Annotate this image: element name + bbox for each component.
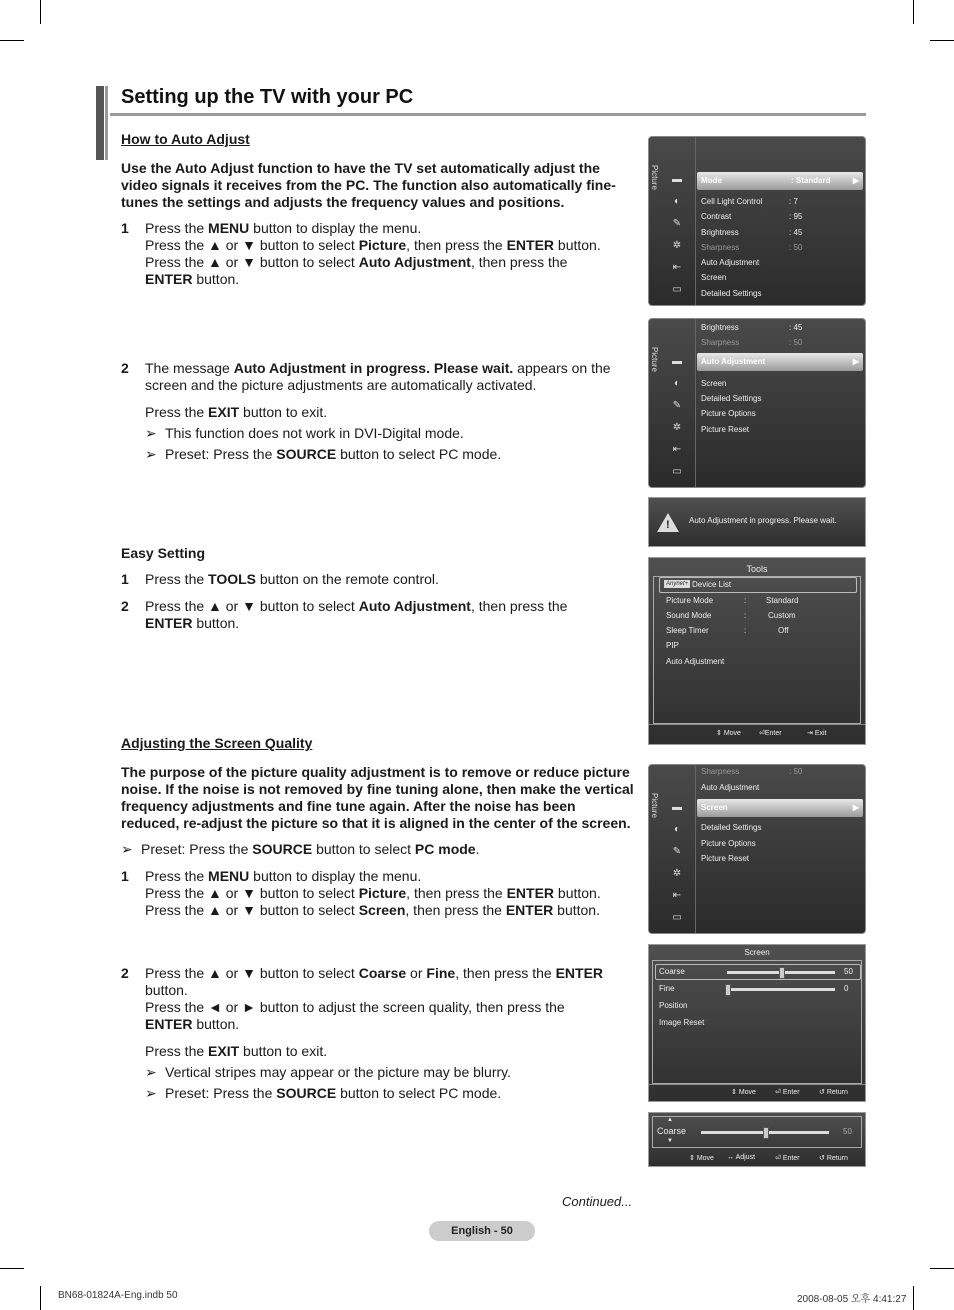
screen-item-position[interactable]: Position	[659, 1001, 688, 1010]
menu-item[interactable]: Contrast : 95	[701, 212, 803, 221]
crop-mark	[913, 0, 914, 24]
screen-menu-panel: Screen Coarse 50 Fine 0 Position Image Reset ⇕ Move ⏎ Enter ↺ Return	[648, 944, 866, 1102]
crop-mark	[930, 1268, 954, 1269]
screen-quality-intro: The purpose of the picture quality adjustment is to remove or reduce picture noise. If the noise is not removed by fine tuning alone, then make the vertical frequency adjustments and fine tune again. After the noise has been reduced, re-adjust the picture so that it is aligned in the center of the screen.	[121, 764, 634, 831]
section-heading-auto-adjust: How to Auto Adjust	[121, 131, 250, 147]
progress-message-text: Auto Adjustment in progress. Please wait.	[689, 516, 837, 525]
channel-icon: ✎	[672, 400, 682, 411]
page-title: Setting up the TV with your PC	[121, 86, 414, 108]
menu-item[interactable]: Detailed Settings	[701, 394, 762, 403]
foot-enter: ⏎ Enter	[775, 1155, 800, 1162]
section-heading-screen-quality: Adjusting the Screen Quality	[121, 735, 313, 751]
application-icon: ▭	[672, 466, 682, 477]
menu-item[interactable]: Brightness : 45	[701, 323, 803, 332]
coarse-adjust-bar	[648, 1112, 866, 1167]
foot-move: ⇕ Move	[731, 1089, 756, 1096]
tools-title: Tools	[746, 564, 768, 574]
menu-item[interactable]: Picture Reset	[701, 425, 750, 434]
menu-item[interactable]: Sharpness : 50	[701, 243, 803, 252]
crop-mark	[0, 40, 24, 41]
exit-icon: ⇥	[807, 730, 813, 737]
sound-icon: ◐	[673, 196, 681, 207]
screen-quality-preset: ➢ Preset: Press the SOURCE button to select PC mode.	[121, 841, 480, 857]
title-accent-bar	[96, 86, 104, 160]
coarse-value: 50	[844, 967, 853, 976]
input-icon: ⇤	[672, 262, 682, 273]
tools-menu-panel	[648, 557, 866, 745]
picture-menu-panel	[648, 136, 866, 306]
menu-item[interactable]: Picture Reset	[701, 854, 750, 863]
screen-item-fine[interactable]: Fine	[659, 984, 675, 993]
arrow-down-icon: ▼	[667, 1138, 673, 1144]
coarse-slider-handle[interactable]	[779, 967, 785, 979]
sound-icon: ◐	[673, 378, 681, 389]
foot-enter: ⏎Enter	[759, 730, 782, 737]
menu-item[interactable]: Cell Light Control : 7	[701, 197, 798, 206]
tools-item-pip[interactable]: PIP	[666, 641, 679, 650]
fine-slider[interactable]	[727, 988, 835, 991]
foot-return: ↺ Return	[819, 1089, 848, 1096]
arrow-icon: ➢	[145, 1064, 157, 1080]
foot-exit: ⇥ Exit	[807, 730, 827, 737]
arrow-icon: ➢	[121, 841, 133, 857]
arrow-icon: ➢	[145, 446, 157, 462]
crop-mark	[913, 1286, 914, 1310]
application-icon: ▭	[672, 912, 682, 923]
side-tab-label: Picture	[650, 165, 659, 190]
fine-value: 0	[844, 984, 849, 993]
arrow-icon: ➢	[145, 1085, 157, 1101]
setup-icon: ✲	[672, 868, 682, 879]
enter-icon: ⏎	[759, 730, 765, 737]
return-icon: ↺	[819, 1155, 825, 1162]
channel-icon: ✎	[672, 846, 682, 857]
coarse-bar-value: 50	[843, 1127, 852, 1136]
menu-item[interactable]: Auto Adjustment	[701, 258, 760, 267]
title-accent-bar	[105, 86, 108, 160]
step-number: 2	[121, 360, 129, 376]
setup-icon: ✲	[672, 422, 682, 433]
progress-message-box: ! Auto Adjustment in progress. Please wait.	[648, 497, 866, 547]
menu-item-auto-adjustment[interactable]: Auto Adjustment ▶	[697, 353, 863, 371]
footer-file: BN68-01824A-Eng.indb 50	[58, 1290, 178, 1301]
move-icon: ⇕	[689, 1155, 695, 1162]
continued-label: Continued...	[562, 1194, 633, 1209]
foot-move: ⇕ Move	[716, 730, 741, 737]
input-icon: ⇤	[672, 444, 682, 455]
menu-item[interactable]: Brightness : 45	[701, 228, 803, 237]
sound-icon: ◐	[673, 824, 681, 835]
title-divider	[110, 113, 866, 116]
picture-menu-panel: Picture ▬ ◐ ✎ ✲ ⇤ ▭ Brightness : 45 Sharpness : 50 Auto Adjustment ▶ Screen Detailed Settings Picture Options Picture Reset	[648, 318, 866, 488]
tools-item-sound-mode[interactable]: Sound Mode : Custom	[666, 611, 796, 620]
page-number: English - 50	[429, 1221, 535, 1241]
foot-adjust: ↔ Adjust	[727, 1154, 756, 1161]
screen-item-image-reset[interactable]: Image Reset	[659, 1018, 705, 1027]
anynet-logo: Anynet+	[666, 581, 689, 587]
auto-adjust-intro: Use the Auto Adjust function to have the TV set automatically adjust the video signals it receives from the PC. The function also automatically fine-tunes the settings and adjusts the frequency values and positions.	[121, 160, 616, 210]
tools-item-device-list[interactable]: Anynet+ Device List	[659, 577, 857, 593]
picture-menu-panel: Picture ▬ ◐ ✎ ✲ ⇤ ▭ Sharpness : 50 Auto Adjustment Screen ▶ Detailed Settings Picture Options Picture Reset	[648, 764, 866, 934]
crop-mark	[930, 40, 954, 41]
coarse-bar-slider-handle[interactable]	[763, 1127, 769, 1139]
picture-icon: ▬	[672, 174, 682, 185]
coarse-bar-label: Coarse	[657, 1126, 687, 1136]
tools-item-auto-adjustment[interactable]: Auto Adjustment	[666, 657, 725, 666]
enter-icon: ⏎	[775, 1089, 781, 1096]
section-heading-easy-setting: Easy Setting	[121, 545, 206, 561]
picture-icon: ▬	[672, 356, 682, 367]
picture-icon: ▬	[672, 802, 682, 813]
foot-enter: ⏎ Enter	[775, 1089, 800, 1096]
menu-item-screen[interactable]: Screen ▶	[697, 799, 863, 817]
channel-icon: ✎	[672, 218, 682, 229]
menu-item[interactable]: Detailed Settings	[701, 289, 762, 298]
return-icon: ↺	[819, 1089, 825, 1096]
menu-item[interactable]: Picture Options	[701, 839, 756, 848]
step-number: 1	[121, 220, 129, 236]
enter-icon: ⏎	[775, 1155, 781, 1162]
footer-date: 2008-08-05 오후 4:41:27	[797, 1294, 907, 1305]
tools-item-sleep-timer[interactable]: Sleep Timer : Off	[666, 626, 789, 635]
crop-mark	[0, 1268, 24, 1269]
move-icon: ⇕	[731, 1089, 737, 1096]
crop-mark	[40, 1286, 41, 1310]
input-icon: ⇤	[672, 890, 682, 901]
menu-item[interactable]: Detailed Settings	[701, 823, 762, 832]
arrow-right-icon: ▶	[852, 803, 859, 812]
menu-item[interactable]: Screen	[701, 273, 727, 282]
adjust-icon: ↔	[727, 1154, 734, 1161]
screen-menu-title: Screen	[744, 948, 770, 957]
menu-item[interactable]: Sharpness : 50	[701, 338, 803, 347]
arrow-right-icon: ▶	[852, 176, 859, 185]
menu-item[interactable]: Auto Adjustment	[701, 783, 760, 792]
setup-icon: ✲	[672, 240, 682, 251]
foot-move: ⇕ Move	[689, 1155, 714, 1162]
menu-item[interactable]: Screen	[701, 379, 727, 388]
menu-item[interactable]: Sharpness : 50	[701, 767, 803, 776]
tools-item-picture-mode[interactable]: Picture Mode : Standard	[666, 596, 799, 605]
menu-item[interactable]: Picture Options	[701, 409, 756, 418]
arrow-up-icon: ▲	[667, 1117, 673, 1123]
menu-item-mode[interactable]: Mode : Standard ▶	[697, 172, 863, 190]
crop-mark	[40, 0, 41, 24]
application-icon: ▭	[672, 284, 682, 295]
fine-slider-handle[interactable]	[725, 984, 731, 996]
arrow-right-icon: ▶	[852, 357, 859, 366]
arrow-icon: ➢	[145, 425, 157, 441]
foot-return: ↺ Return	[819, 1155, 848, 1162]
move-icon: ⇕	[716, 730, 722, 737]
